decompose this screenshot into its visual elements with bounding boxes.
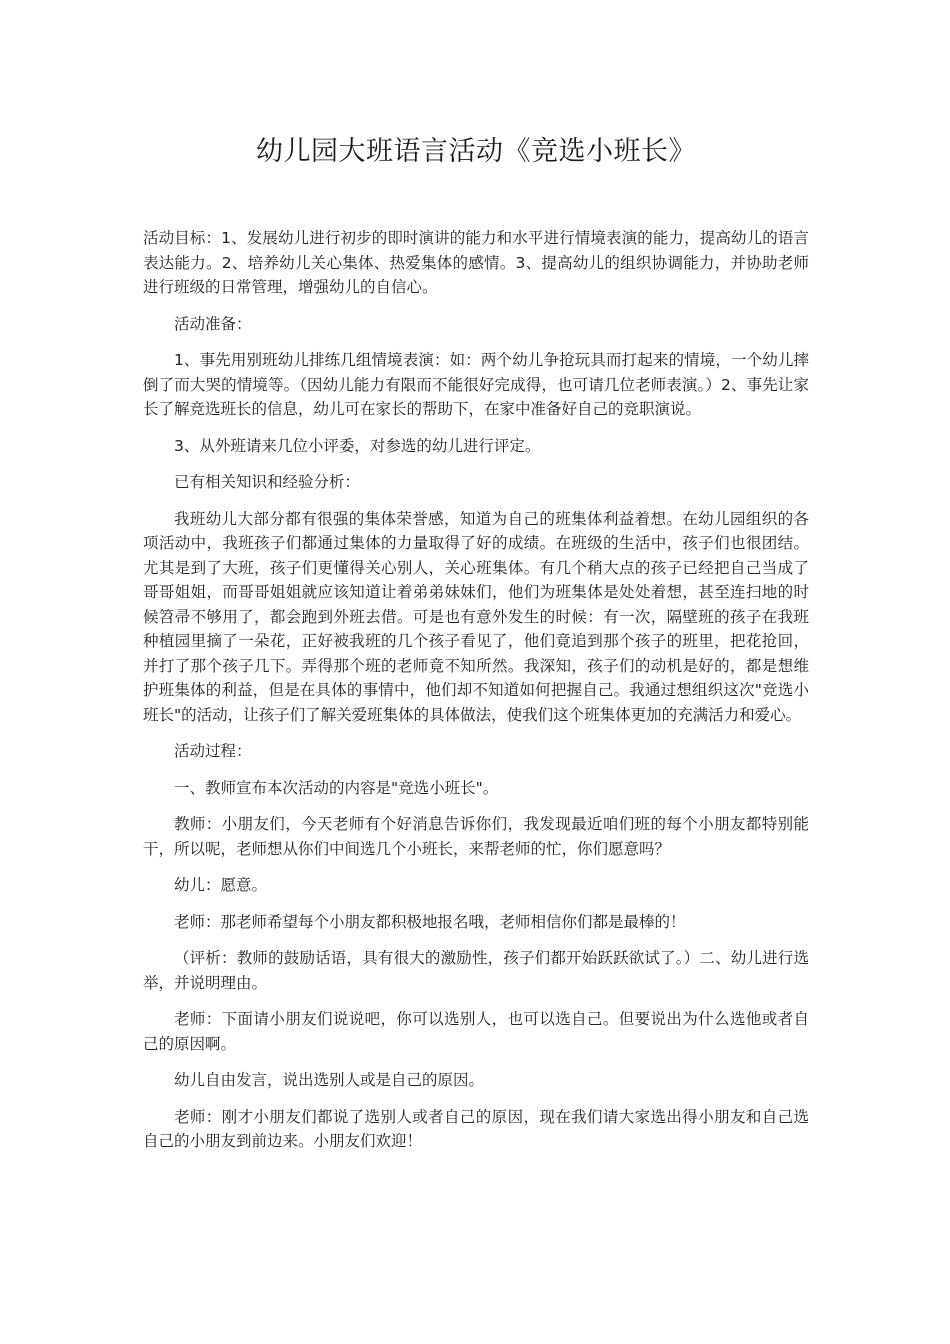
paragraph: 老师：那老师希望每个小朋友都积极地报名哦，老师相信你们都是最棒的！ <box>174 912 686 931</box>
paragraph: 幼儿：愿意。 <box>174 876 268 894</box>
paragraph: 活动准备： <box>174 314 252 333</box>
document-page <box>143 0 809 1166</box>
paragraph: 已有相关知识和经验分析： <box>174 473 361 491</box>
paragraph: （评析：教师的鼓励话语，具有很大的激励性，孩子们都开始跃跃欲试了。）二、幼儿进行选举，并说明理由。 <box>143 949 809 992</box>
paragraph: 老师：刚才小朋友们都说了选别人或者自己的原因，现在我们请大家选出得小朋友和自己选自己的小朋友到前边来。小朋友们欢迎！ <box>143 1107 809 1150</box>
paragraph: 幼儿自由发言，说出选别人或是自己的原因。 <box>174 1071 485 1089</box>
paragraph: 一、教师宣布本次活动的内容是"竞选小班长"。 <box>174 778 499 797</box>
document-body <box>143 226 809 1154</box>
paragraph: 1、事先用别班幼儿排练几组情境表演：如：两个幼儿争抢玩具而打起来的情境，一个幼儿摔倒了而大哭的情境等。（因幼儿能力有限而不能很好完成得，也可请几位老师表演。）2、事先让家长了解竞选班长的信息，幼儿可在家长的帮助下，在家中准备好自己的竞职演说。 <box>143 351 809 418</box>
paragraph: 活动过程： <box>174 742 252 760</box>
paragraph: 我班幼儿大部分都有很强的集体荣誉感，知道为自己的班集体利益着想。在幼儿园组织的各项活动中，我班孩子们都通过集体的力量取得了好的成绩。在班级的生活中，孩子们也很团结。尤其是到了大班，孩子们更懂得关心别人，关心班集体。有几个稍大点的孩子已经把自己当成了哥哥姐姐，而哥哥姐姐就应该知道让着弟弟妹妹们，他们为班集体是处处着想，甚至连扫地的时候笤帚不够用了，都会跑到外班去借。可是也有意外发生的时候：有一次，隔壁班的孩子在我班种植园里摘了一朵花，正好被我班的几个孩子看见了，他们竟追到那个孩子的班里，把花抢回，并打了那个孩子几下。弄得那个班的老师竟不知所然。我深知，孩子们的动机是好的，都是想维护班集体的利益，但是在具体的事情中，他们却不知道如何把握自己。我通过想组织这次"竞选小班长"的活动，让孩子们了解关爱班集体的具体做法，使我们这个班集体更加的充满活力和爱心。 <box>143 509 809 724</box>
document-title: 幼儿园大班语言活动《竞选小班长》 <box>256 136 696 167</box>
paragraph: 活动目标：1、发展幼儿进行初步的即时演讲的能力和水平进行情境表演的能力，提高幼儿的语言表达能力。2、培养幼儿关心集体、热爱集体的感情。3、提高幼儿的组织协调能力，并协助老师进行班级的日常管理，增强幼儿的自信心。 <box>143 229 809 296</box>
paragraph: 3、从外班请来几位小评委，对参选的幼儿进行评定。 <box>174 436 541 455</box>
paragraph: 教师：小朋友们，今天老师有个好消息告诉你们，我发现最近咱们班的每个小朋友都特别能干，所以呢，老师想从你们中间选几个小班长，来帮老师的忙，你们愿意吗？ <box>143 815 809 858</box>
paragraph: 老师：下面请小朋友们说说吧，你可以选别人，也可以选自己。但要说出为什么选他或者自己的原因啊。 <box>143 1010 809 1053</box>
